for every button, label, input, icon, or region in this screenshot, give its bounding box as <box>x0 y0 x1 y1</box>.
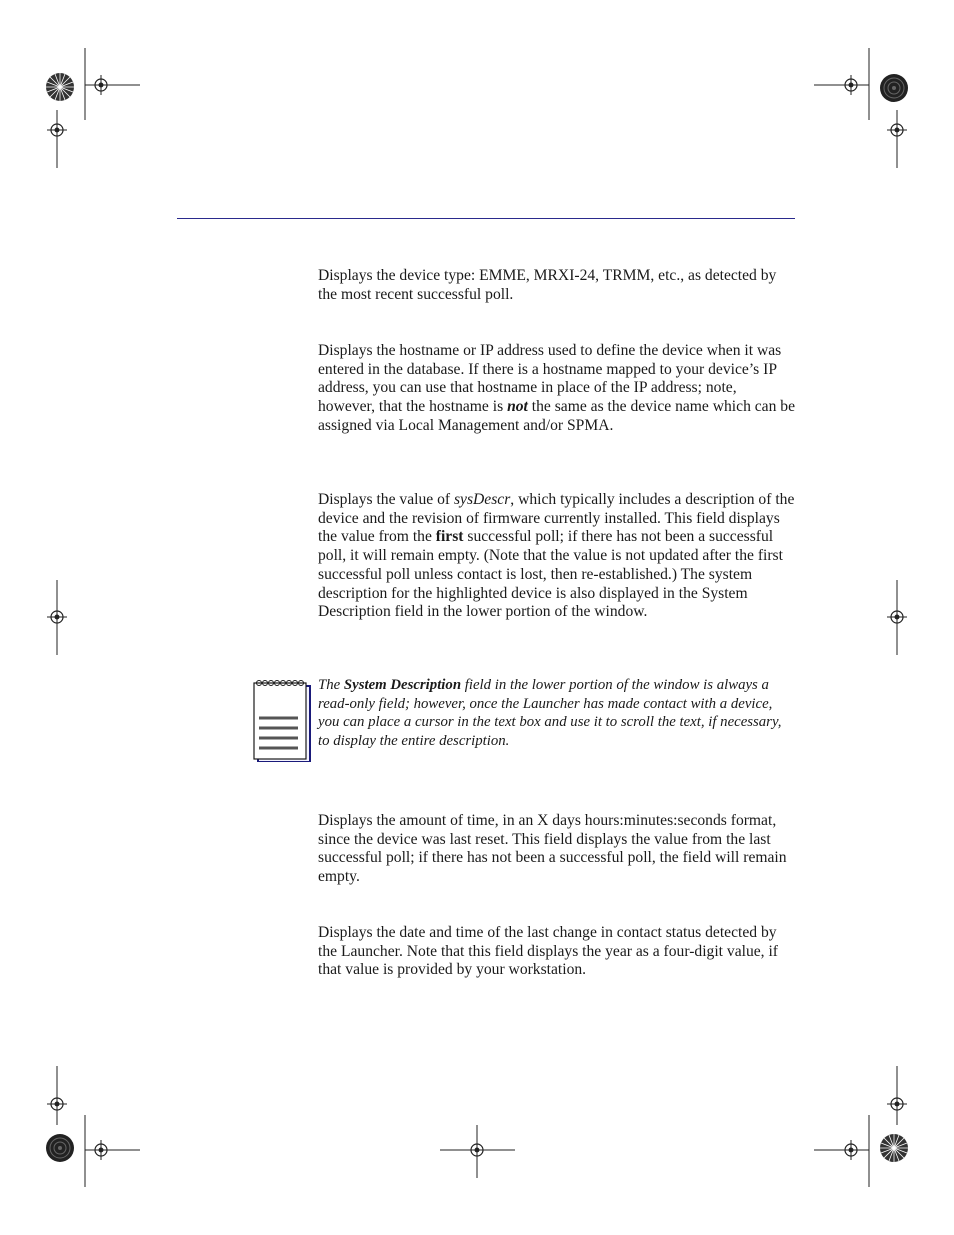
paragraph-hostname: Displays the hostname or IP address used to define the device when it was entered in the database. If there is a hostname mapped to your device’s IP address, you can use that hostname in place of the IP address; note, however, that the hostname is not the same as the device name which can be assigned via Local Management and/or SPMA. <box>318 342 796 434</box>
paragraph-system-description: Displays the value of sysDescr, which typically includes a description of the device and the revision of firmware currently installed. This field displays the value from the first successful poll; if there has not been a successful poll, it will remain empty. (Note that the value is not updated after the first successful poll unless contact is lost, then re-established.) The system description for the highlighted device is also displayed in the System Description field in the lower portion of the window. <box>318 491 795 621</box>
paragraph-device-type: Displays the device type: EMME, MRXI-24, TRMM, etc., as detected by the most recent successful poll. <box>318 267 777 303</box>
paragraph-uptime: Displays the amount of time, in an X days hours:minutes:seconds format, since the device was last reset. This field displays the value from the last successful poll; if there has not been a successful poll, the field will remain empty. <box>318 812 787 886</box>
note-text: The System Description field in the lower portion of the window is always a read-only field; however, once the Launcher has made contact with a device, you can place a cursor in the text box and use it to scroll the text, if necessary, to display the entire description. <box>318 677 782 750</box>
paragraph-contact-status: Displays the date and time of the last change in contact status detected by the Launcher. Note that this field displays the year as a four-digit value, if that value is provided by your workstation. <box>318 924 778 979</box>
